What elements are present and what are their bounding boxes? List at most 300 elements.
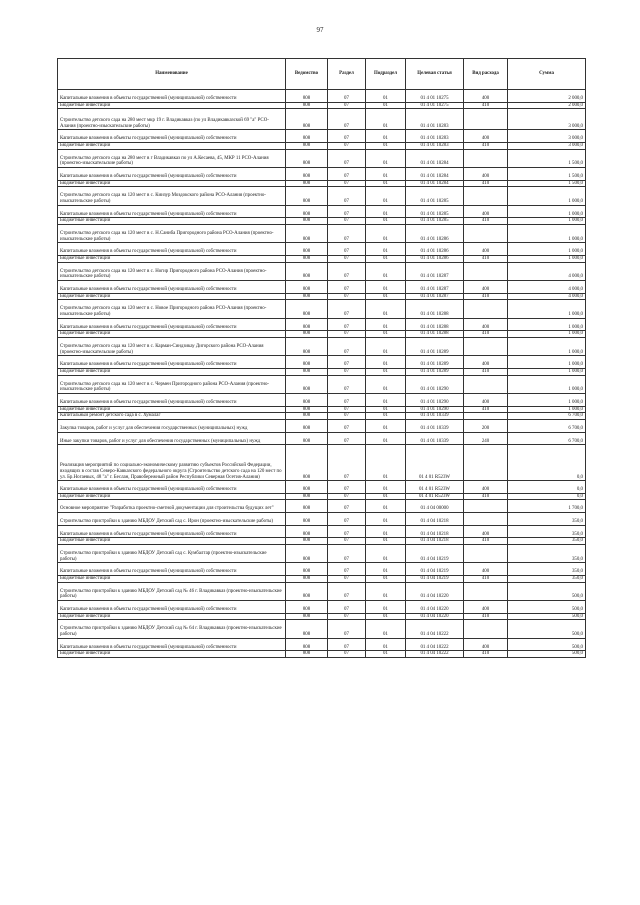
cell-subsection: 01 bbox=[366, 356, 406, 369]
cell-section: 07 bbox=[328, 613, 366, 620]
table-row bbox=[58, 413, 586, 420]
cell-subsection: 01 bbox=[366, 638, 406, 651]
cell-subsection: 01 bbox=[366, 180, 406, 187]
cell-subsection: 01 bbox=[366, 224, 406, 242]
cell-article: 01 4 01 10287 bbox=[406, 293, 464, 300]
cell-section: 07 bbox=[328, 413, 366, 420]
cell-subsection: 01 bbox=[366, 318, 406, 331]
cell-expense: 400 bbox=[464, 393, 508, 406]
cell-expense: 400 bbox=[464, 280, 508, 293]
table-row bbox=[58, 406, 586, 413]
cell-sum: 1 000,0 bbox=[508, 356, 586, 369]
cell-article: 01 4 01 10285 bbox=[406, 218, 464, 225]
cell-sum: 1 000,0 bbox=[508, 187, 586, 205]
cell-dept: 808 bbox=[286, 481, 328, 494]
cell-sum: 1 000,0 bbox=[508, 318, 586, 331]
cell-name: Строительство детского сада на 120 мест в с. Новое Пригородного района РСО-Алания (проектно-изыскательские работы) bbox=[58, 300, 286, 318]
cell-article: 01 4 01 10287 bbox=[406, 262, 464, 280]
cell-section: 07 bbox=[328, 393, 366, 406]
budget-table bbox=[57, 58, 586, 658]
cell-expense: 410 bbox=[464, 255, 508, 262]
cell-section: 07 bbox=[328, 90, 366, 103]
cell-subsection: 01 bbox=[366, 167, 406, 180]
cell-dept: 808 bbox=[286, 432, 328, 445]
cell-dept: 808 bbox=[286, 445, 328, 481]
cell-subsection: 01 bbox=[366, 544, 406, 562]
table-row bbox=[58, 90, 586, 103]
cell-subsection: 01 bbox=[366, 255, 406, 262]
cell-sum: 1 500,0 bbox=[508, 180, 586, 187]
cell-name: Капитальные вложения в объекты государственной (муниципальной) собственности bbox=[58, 90, 286, 103]
cell-name: Бюджетные инвестиции bbox=[58, 218, 286, 225]
cell-name: Бюджетные инвестиции bbox=[58, 180, 286, 187]
cell-subsection: 01 bbox=[366, 493, 406, 500]
cell-sum: 3 000,0 bbox=[508, 130, 586, 143]
cell-subsection: 01 bbox=[366, 600, 406, 613]
cell-article: 01 4 01 10283 bbox=[406, 109, 464, 130]
cell-sum: 350,0 bbox=[508, 513, 586, 526]
cell-dept: 808 bbox=[286, 280, 328, 293]
cell-section: 07 bbox=[328, 600, 366, 613]
cell-sum: 3 000,0 bbox=[508, 109, 586, 130]
cell-name: Строительство пристройки к зданию МБДОУ Детский сад с. Ирон (проектно-изыскательские работы) bbox=[58, 513, 286, 526]
table-row bbox=[58, 300, 586, 318]
cell-article: 01 4 01 10283 bbox=[406, 142, 464, 149]
cell-article: 01 4 01 10284 bbox=[406, 149, 464, 167]
cell-expense: 410 bbox=[464, 368, 508, 375]
cell-sum: 6 700,0 bbox=[508, 413, 586, 420]
table-row bbox=[58, 638, 586, 651]
cell-name: Бюджетные инвестиции bbox=[58, 368, 286, 375]
cell-dept: 808 bbox=[286, 337, 328, 355]
cell-article: 01 4 04 10218 bbox=[406, 538, 464, 545]
header-section: Раздел bbox=[328, 59, 366, 90]
header-dept: Ведомство bbox=[286, 59, 328, 90]
cell-dept: 808 bbox=[286, 600, 328, 613]
cell-article: 01 4 01 10339 bbox=[406, 413, 464, 420]
cell-name: Бюджетные инвестиции bbox=[58, 102, 286, 109]
cell-name: Строительство детского сада на 120 мест в с. Н.Саниба Пригородного района РСО-Алания (проектно-изыскательские работы) bbox=[58, 224, 286, 242]
cell-dept: 808 bbox=[286, 356, 328, 369]
cell-name: Бюджетные инвестиции bbox=[58, 331, 286, 338]
cell-section: 07 bbox=[328, 432, 366, 445]
cell-sum: 1 000,0 bbox=[508, 368, 586, 375]
table-row bbox=[58, 218, 586, 225]
cell-sum: 6 700,0 bbox=[508, 432, 586, 445]
cell-dept: 808 bbox=[286, 525, 328, 538]
cell-name: Капитальные вложения в объекты государственной (муниципальной) собственности bbox=[58, 600, 286, 613]
cell-subsection: 01 bbox=[366, 538, 406, 545]
cell-sum: 1 000,0 bbox=[508, 255, 586, 262]
table-body bbox=[58, 90, 586, 658]
cell-article: 01 4 01 R523W bbox=[406, 481, 464, 494]
cell-article: 01 4 01 10286 bbox=[406, 255, 464, 262]
cell-sum: 2 000,0 bbox=[508, 90, 586, 103]
cell-subsection: 01 bbox=[366, 445, 406, 481]
table-row bbox=[58, 293, 586, 300]
cell-dept: 808 bbox=[286, 500, 328, 513]
cell-article: 01 4 01 10275 bbox=[406, 102, 464, 109]
cell-expense: 400 bbox=[464, 481, 508, 494]
cell-section: 07 bbox=[328, 218, 366, 225]
cell-name: Капитальные вложения в объекты государственной (муниципальной) собственности bbox=[58, 243, 286, 256]
cell-subsection: 01 bbox=[366, 582, 406, 600]
cell-name: Капитальные вложения в объекты государственной (муниципальной) собственности bbox=[58, 130, 286, 143]
table-row bbox=[58, 280, 586, 293]
cell-dept: 808 bbox=[286, 142, 328, 149]
cell-name: Бюджетные инвестиции bbox=[58, 142, 286, 149]
table-row bbox=[58, 187, 586, 205]
cell-article: 01 4 01 10286 bbox=[406, 243, 464, 256]
cell-dept: 808 bbox=[286, 102, 328, 109]
cell-article: 01 4 04 10222 bbox=[406, 620, 464, 638]
cell-expense: 410 bbox=[464, 180, 508, 187]
cell-expense bbox=[464, 500, 508, 513]
cell-dept: 808 bbox=[286, 393, 328, 406]
cell-name: Бюджетные инвестиции bbox=[58, 538, 286, 545]
cell-subsection: 01 bbox=[366, 130, 406, 143]
table-row bbox=[58, 142, 586, 149]
cell-expense: 410 bbox=[464, 102, 508, 109]
cell-sum: 1 000,0 bbox=[508, 406, 586, 413]
cell-article: 01 4 01 10290 bbox=[406, 393, 464, 406]
table-row bbox=[58, 432, 586, 445]
cell-sum: 4 000,0 bbox=[508, 262, 586, 280]
cell-article: 01 4 04 10220 bbox=[406, 613, 464, 620]
table-row bbox=[58, 525, 586, 538]
cell-subsection: 01 bbox=[366, 575, 406, 582]
cell-dept: 808 bbox=[286, 575, 328, 582]
cell-expense bbox=[464, 413, 508, 420]
cell-dept: 808 bbox=[286, 187, 328, 205]
cell-section: 07 bbox=[328, 538, 366, 545]
cell-name: Капитальные вложения в объекты государственной (муниципальной) собственности bbox=[58, 167, 286, 180]
cell-subsection: 01 bbox=[366, 102, 406, 109]
table-row bbox=[58, 613, 586, 620]
cell-expense bbox=[464, 375, 508, 393]
cell-subsection: 01 bbox=[366, 563, 406, 576]
table-row bbox=[58, 375, 586, 393]
cell-article: 01 4 01 10284 bbox=[406, 180, 464, 187]
cell-subsection: 01 bbox=[366, 406, 406, 413]
table-row bbox=[58, 582, 586, 600]
header-sum: Сумма bbox=[508, 59, 586, 90]
table-row bbox=[58, 262, 586, 280]
cell-section: 07 bbox=[328, 500, 366, 513]
cell-name: Капитальные вложения в объекты государственной (муниципальной) собственности bbox=[58, 638, 286, 651]
table-row bbox=[58, 318, 586, 331]
cell-sum: 500,0 bbox=[508, 613, 586, 620]
cell-sum: 500,0 bbox=[508, 651, 586, 658]
table-row bbox=[58, 620, 586, 638]
table-header-row bbox=[58, 59, 586, 90]
cell-sum: 3 000,0 bbox=[508, 142, 586, 149]
cell-article: 01 4 01 10283 bbox=[406, 130, 464, 143]
cell-subsection: 01 bbox=[366, 393, 406, 406]
cell-section: 07 bbox=[328, 255, 366, 262]
cell-subsection: 01 bbox=[366, 243, 406, 256]
cell-article: 01 4 04 10219 bbox=[406, 563, 464, 576]
cell-section: 07 bbox=[328, 205, 366, 218]
cell-dept: 808 bbox=[286, 167, 328, 180]
cell-dept: 808 bbox=[286, 262, 328, 280]
cell-dept: 808 bbox=[286, 413, 328, 420]
cell-article: 01 4 01 10339 bbox=[406, 432, 464, 445]
cell-section: 07 bbox=[328, 563, 366, 576]
cell-sum: 1 500,0 bbox=[508, 167, 586, 180]
table-row bbox=[58, 205, 586, 218]
cell-name: Бюджетные инвестиции bbox=[58, 255, 286, 262]
cell-dept: 808 bbox=[286, 130, 328, 143]
table-row bbox=[58, 493, 586, 500]
cell-sum: 0,0 bbox=[508, 493, 586, 500]
cell-section: 07 bbox=[328, 262, 366, 280]
cell-section: 07 bbox=[328, 406, 366, 413]
cell-section: 07 bbox=[328, 575, 366, 582]
cell-expense bbox=[464, 187, 508, 205]
cell-article: 01 4 01 10288 bbox=[406, 331, 464, 338]
table-row bbox=[58, 109, 586, 130]
cell-name: Капитальные вложения в объекты государственной (муниципальной) собственности bbox=[58, 563, 286, 576]
header-article: Целевая статья bbox=[406, 59, 464, 90]
cell-sum: 0,0 bbox=[508, 445, 586, 481]
cell-sum: 500,0 bbox=[508, 638, 586, 651]
cell-expense: 410 bbox=[464, 575, 508, 582]
cell-article: 01 4 01 10289 bbox=[406, 368, 464, 375]
cell-section: 07 bbox=[328, 300, 366, 318]
cell-expense: 240 bbox=[464, 432, 508, 445]
cell-section: 07 bbox=[328, 337, 366, 355]
table-row bbox=[58, 149, 586, 167]
cell-article: 01 4 01 R523W bbox=[406, 445, 464, 481]
cell-subsection: 01 bbox=[366, 525, 406, 538]
cell-name: Капитальный ремонт детского сада в с. Хумалаг bbox=[58, 413, 286, 420]
table-row bbox=[58, 419, 586, 432]
cell-section: 07 bbox=[328, 280, 366, 293]
table-row bbox=[58, 224, 586, 242]
cell-expense: 410 bbox=[464, 406, 508, 413]
cell-section: 07 bbox=[328, 445, 366, 481]
cell-expense: 410 bbox=[464, 293, 508, 300]
cell-dept: 808 bbox=[286, 406, 328, 413]
cell-section: 07 bbox=[328, 102, 366, 109]
page-number: 97 bbox=[316, 26, 324, 34]
cell-subsection: 01 bbox=[366, 419, 406, 432]
cell-section: 07 bbox=[328, 180, 366, 187]
cell-subsection: 01 bbox=[366, 651, 406, 658]
cell-dept: 808 bbox=[286, 180, 328, 187]
cell-article: 01 4 01 10289 bbox=[406, 356, 464, 369]
cell-dept: 808 bbox=[286, 318, 328, 331]
table-row bbox=[58, 130, 586, 143]
cell-section: 07 bbox=[328, 130, 366, 143]
cell-section: 07 bbox=[328, 331, 366, 338]
cell-section: 07 bbox=[328, 149, 366, 167]
table-row bbox=[58, 600, 586, 613]
cell-subsection: 01 bbox=[366, 432, 406, 445]
cell-expense bbox=[464, 513, 508, 526]
cell-dept: 808 bbox=[286, 582, 328, 600]
cell-expense: 410 bbox=[464, 651, 508, 658]
cell-article: 01 4 01 10288 bbox=[406, 300, 464, 318]
cell-name: Строительство детского сада на 120 мест в с. Ногир Пригородного района РСО-Алания (проектно-изыскательские работы) bbox=[58, 262, 286, 280]
cell-subsection: 01 bbox=[366, 331, 406, 338]
cell-sum: 350,0 bbox=[508, 525, 586, 538]
cell-subsection: 01 bbox=[366, 90, 406, 103]
cell-sum: 1 500,0 bbox=[508, 149, 586, 167]
cell-sum: 1 000,0 bbox=[508, 375, 586, 393]
cell-dept: 808 bbox=[286, 218, 328, 225]
cell-dept: 808 bbox=[286, 538, 328, 545]
cell-name: Строительство детского сада на 120 мест в с. Карман-Синдзикау Дигорского района РСО-Алания (проектно-изыскательские работы) bbox=[58, 337, 286, 355]
cell-article: 01 4 04 10222 bbox=[406, 638, 464, 651]
cell-sum: 350,0 bbox=[508, 538, 586, 545]
cell-subsection: 01 bbox=[366, 187, 406, 205]
cell-name: Бюджетные инвестиции bbox=[58, 293, 286, 300]
cell-article: 01 4 01 10288 bbox=[406, 318, 464, 331]
table-row bbox=[58, 651, 586, 658]
cell-dept: 808 bbox=[286, 300, 328, 318]
cell-name: Капитальные вложения в объекты государственной (муниципальной) собственности bbox=[58, 205, 286, 218]
cell-expense: 400 bbox=[464, 167, 508, 180]
cell-subsection: 01 bbox=[366, 513, 406, 526]
cell-dept: 808 bbox=[286, 90, 328, 103]
cell-name: Строительство пристройки к зданию МБДОУ Детский сад № 64 г. Владикавказ (проектно-изыскательские работы) bbox=[58, 620, 286, 638]
cell-dept: 808 bbox=[286, 493, 328, 500]
cell-section: 07 bbox=[328, 620, 366, 638]
cell-name: Капитальные вложения в объекты государственной (муниципальной) собственности bbox=[58, 318, 286, 331]
header-subsection: Подраздел bbox=[366, 59, 406, 90]
cell-article: 01 4 01 10290 bbox=[406, 375, 464, 393]
cell-dept: 808 bbox=[286, 368, 328, 375]
cell-sum: 1 000,0 bbox=[508, 300, 586, 318]
cell-expense: 400 bbox=[464, 205, 508, 218]
cell-subsection: 01 bbox=[366, 375, 406, 393]
cell-sum: 1 000,0 bbox=[508, 243, 586, 256]
cell-dept: 808 bbox=[286, 331, 328, 338]
cell-sum: 1 000,0 bbox=[508, 393, 586, 406]
cell-article: 01 4 04 10218 bbox=[406, 525, 464, 538]
cell-dept: 808 bbox=[286, 243, 328, 256]
cell-sum: 500,0 bbox=[508, 600, 586, 613]
cell-expense bbox=[464, 262, 508, 280]
cell-expense: 410 bbox=[464, 331, 508, 338]
cell-section: 07 bbox=[328, 419, 366, 432]
cell-expense: 400 bbox=[464, 525, 508, 538]
cell-name: Капитальные вложения в объекты государственной (муниципальной) собственности bbox=[58, 356, 286, 369]
table-row bbox=[58, 180, 586, 187]
cell-section: 07 bbox=[328, 109, 366, 130]
cell-name: Капитальные вложения в объекты государственной (муниципальной) собственности bbox=[58, 525, 286, 538]
cell-expense: 410 bbox=[464, 493, 508, 500]
table-row bbox=[58, 513, 586, 526]
cell-subsection: 01 bbox=[366, 481, 406, 494]
cell-name: Бюджетные инвестиции bbox=[58, 406, 286, 413]
cell-article: 01 4 04 10219 bbox=[406, 575, 464, 582]
cell-dept: 808 bbox=[286, 513, 328, 526]
cell-subsection: 01 bbox=[366, 620, 406, 638]
table-row bbox=[58, 500, 586, 513]
table-row bbox=[58, 445, 586, 481]
cell-article: 01 4 01 10290 bbox=[406, 406, 464, 413]
cell-article: 01 4 01 10275 bbox=[406, 90, 464, 103]
cell-subsection: 01 bbox=[366, 280, 406, 293]
cell-sum: 1 000,0 bbox=[508, 337, 586, 355]
table-row bbox=[58, 337, 586, 355]
cell-dept: 808 bbox=[286, 205, 328, 218]
cell-section: 07 bbox=[328, 375, 366, 393]
cell-name: Бюджетные инвестиции bbox=[58, 651, 286, 658]
cell-section: 07 bbox=[328, 481, 366, 494]
cell-section: 07 bbox=[328, 651, 366, 658]
cell-expense bbox=[464, 109, 508, 130]
cell-section: 07 bbox=[328, 187, 366, 205]
cell-sum: 500,0 bbox=[508, 582, 586, 600]
cell-expense: 410 bbox=[464, 218, 508, 225]
table-row bbox=[58, 393, 586, 406]
cell-expense: 410 bbox=[464, 613, 508, 620]
cell-name: Строительство детского сада на 120 мест в с. Киизур Моздокского района РСО-Алания (проектно-изыскательские работы) bbox=[58, 187, 286, 205]
cell-article: 01 4 04 10222 bbox=[406, 651, 464, 658]
cell-dept: 808 bbox=[286, 224, 328, 242]
cell-dept: 808 bbox=[286, 293, 328, 300]
cell-subsection: 01 bbox=[366, 337, 406, 355]
cell-article: 01 4 04 10220 bbox=[406, 600, 464, 613]
cell-name: Строительство детского сада на 120 мест в с. Чермен Пригородного района РСО-Алания (проектно-изыскательские работы) bbox=[58, 375, 286, 393]
cell-expense: 400 bbox=[464, 638, 508, 651]
table-row bbox=[58, 575, 586, 582]
table-row bbox=[58, 243, 586, 256]
cell-name: Закупка товаров, работ и услуг для обеспечения государственных (муниципальных) нужд bbox=[58, 419, 286, 432]
cell-article: 01 4 01 10286 bbox=[406, 224, 464, 242]
cell-section: 07 bbox=[328, 224, 366, 242]
cell-name: Бюджетные инвестиции bbox=[58, 575, 286, 582]
cell-article: 01 4 04 10219 bbox=[406, 544, 464, 562]
table-row bbox=[58, 331, 586, 338]
table-row bbox=[58, 544, 586, 562]
cell-expense bbox=[464, 224, 508, 242]
cell-subsection: 01 bbox=[366, 262, 406, 280]
cell-article: 01 4 04 10220 bbox=[406, 582, 464, 600]
cell-sum: 1 000,0 bbox=[508, 331, 586, 338]
cell-expense: 400 bbox=[464, 600, 508, 613]
cell-name: Строительство пристройки к зданию МБДОУ Детский сад с. Кумбалтар (проектно-изыскательские работы) bbox=[58, 544, 286, 562]
cell-expense: 400 bbox=[464, 90, 508, 103]
cell-section: 07 bbox=[328, 142, 366, 149]
cell-sum: 0,0 bbox=[508, 481, 586, 494]
cell-dept: 808 bbox=[286, 544, 328, 562]
cell-name: Строительство пристройки к зданию МБДОУ Детский сад № 46 г. Владикавказ (проектно-изыскательские работы) bbox=[58, 582, 286, 600]
cell-sum: 4 000,0 bbox=[508, 293, 586, 300]
cell-dept: 808 bbox=[286, 563, 328, 576]
cell-article: 01 4 01 10289 bbox=[406, 337, 464, 355]
cell-section: 07 bbox=[328, 544, 366, 562]
cell-subsection: 01 bbox=[366, 149, 406, 167]
cell-sum: 1 000,0 bbox=[508, 224, 586, 242]
table-row bbox=[58, 368, 586, 375]
table-row bbox=[58, 563, 586, 576]
cell-sum: 1 700,0 bbox=[508, 500, 586, 513]
cell-subsection: 01 bbox=[366, 500, 406, 513]
cell-section: 07 bbox=[328, 356, 366, 369]
cell-section: 07 bbox=[328, 318, 366, 331]
cell-sum: 1 000,0 bbox=[508, 205, 586, 218]
cell-section: 07 bbox=[328, 513, 366, 526]
cell-subsection: 01 bbox=[366, 109, 406, 130]
cell-subsection: 01 bbox=[366, 205, 406, 218]
cell-name: Капитальные вложения в объекты государственной (муниципальной) собственности bbox=[58, 481, 286, 494]
table-row bbox=[58, 167, 586, 180]
